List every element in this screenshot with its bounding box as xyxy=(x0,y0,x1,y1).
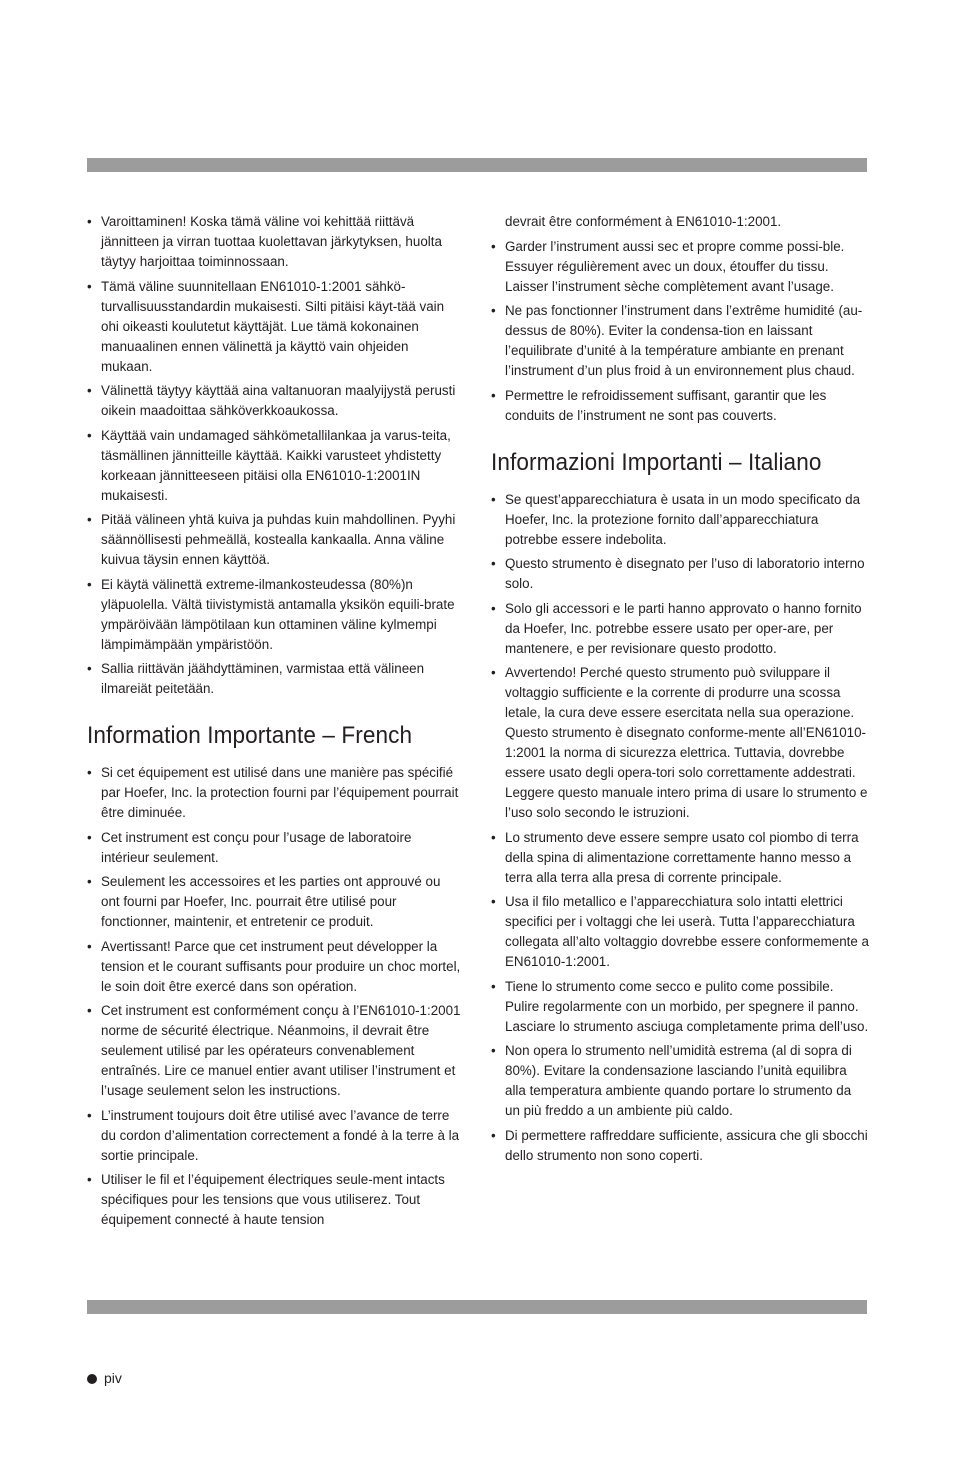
bullet-icon: • xyxy=(491,600,496,616)
list-item xyxy=(87,575,461,655)
list-item xyxy=(87,381,461,421)
finnish-safety-list xyxy=(87,212,461,699)
list-item xyxy=(87,828,461,868)
list-item-text: Non opera lo strumento nell’umidità estrema (al di sopra di 80%). Evitare la condensazione lasciando l’unità equilibra alla temperatura ambiente quando portare lo strumento da un più freddo a un ambiente più caldo. xyxy=(505,1043,852,1118)
bullet-icon: • xyxy=(87,512,92,527)
bullet-icon: • xyxy=(87,1003,92,1018)
list-item-text: Välinettä täytyy käyttää aina valtanuoran maalyijystä perusti oikein maadoittaa sähköverkkoaukossa. xyxy=(101,383,456,418)
list-item xyxy=(491,301,869,381)
bullet-icon: • xyxy=(491,978,496,994)
list-item xyxy=(491,490,869,550)
list-item xyxy=(87,937,461,997)
bullet-icon: • xyxy=(87,829,92,845)
list-item-text: Tämä väline suunnitellaan EN61010-1:2001 sähkö-turvallisuusstandardin mukaisesti. Silti pitäisi käyt-tää vain ohi oikeasti koulutetut käyttäjät. Lue tämä kokonainen manuaalinen ennen välinettä ja käyttö vain ohjeiden mukaan. xyxy=(101,278,445,374)
bullet-icon: • xyxy=(87,576,92,592)
bullet-icon: • xyxy=(87,661,92,676)
list-item-text: Seulement les accessoires et les parties ont approuvé ou ont fourni par Hoefer, Inc. pourrait être utilisé pour fonctionner, maintenir, et entretenir ce produit. xyxy=(101,874,441,929)
italian-safety-list xyxy=(491,490,869,1166)
list-item-text: Garder l’instrument aussi sec et propre comme possi-ble. Essuyer régulièrement avec un doux, étouffer du tissu. Laisser l’instrument sèche complètement avant l’usage. xyxy=(505,238,845,294)
bullet-icon: • xyxy=(491,665,496,680)
french-safety-list-continued xyxy=(491,237,869,426)
right-column xyxy=(491,212,869,1170)
list-item xyxy=(491,386,869,426)
bullet-icon: • xyxy=(87,765,92,780)
footer-rule xyxy=(87,1300,867,1314)
bullet-icon: • xyxy=(87,1107,92,1123)
bullet-icon: • xyxy=(491,556,496,571)
list-item xyxy=(491,977,869,1037)
left-column xyxy=(87,212,461,1235)
list-item-text: Se quest’apparecchiatura è usata in un modo specificato da Hoefer, Inc. la protezione fornito dall’apparecchiatura potrebbe essere indebolita. xyxy=(505,491,861,547)
list-item-text: Pitää välineen yhtä kuiva ja puhdas kuin mahdollinen. Pyyhi säännöllisesti pehmeällä, kostealla kankaalla. Anna väline kuivua täysin ennen käyttöä. xyxy=(101,512,456,567)
list-item-text: Solo gli accessori e le parti hanno approvato o hanno fornito da Hoefer, Inc. potrebbe essere usato per oper-are, per mantenere, e per revisionare questo prodotto. xyxy=(505,600,862,656)
list-item-text: Si cet équipement est utilisé dans une manière pas spécifié par Hoefer, Inc. la protection fourni par l’équipement pourrait être diminuée. xyxy=(101,765,459,820)
bullet-icon: • xyxy=(87,214,92,229)
list-item-text: L’instrument toujours doit être utilisé avec l’avance de terre du cordon d’alimentation correctement a fondé à la terre à la sortie principale. xyxy=(101,1107,460,1163)
list-item xyxy=(491,554,869,594)
list-item xyxy=(491,828,869,888)
italian-heading: Informazioni Importanti – Italiano xyxy=(491,448,822,476)
list-item-text: Cet instrument est conformément conçu à l’EN61010-1:2001 norme de sécurité électrique. Néanmoins, il devrait être seulement utilisé par les opérateurs convenablement entraînés. Lire ce manuel entier avant utiliser l’instrument et l’usage seulement selon les instructions. xyxy=(101,1003,461,1098)
list-item xyxy=(87,1001,461,1101)
list-item xyxy=(87,1106,461,1166)
page-footer xyxy=(87,1368,122,1388)
list-item xyxy=(87,763,461,823)
list-item-text: Avertissant! Parce que cet instrument peut développer la tension et le courant suffisants pour produire un choc mortel, le soin doit être exercé dans son opération. xyxy=(101,938,461,994)
bullet-icon: • xyxy=(87,278,92,294)
bullet-icon: • xyxy=(491,829,496,845)
list-item-text: Questo strumento è disegnato per l’uso di laboratorio interno solo. xyxy=(505,556,865,591)
list-item xyxy=(87,872,461,932)
french-heading: Information Importante – French xyxy=(87,722,413,749)
list-item-text: Ei käytä välinettä extreme-ilmankosteudessa (80%)n yläpuolella. Vältä tiivistymistä antamalla yksikön equili-brate ympäröivään lämpötilaan kun ottaminen väline kylmempi lämpimämpään ympäristöön. xyxy=(101,576,455,652)
bullet-icon: • xyxy=(491,491,496,507)
bullet-icon: • xyxy=(491,1127,496,1143)
page-number: piv xyxy=(104,1370,122,1386)
list-item-text: Ne pas fonctionner l’instrument dans l’extrême humidité (au-dessus de 80%). Eviter la condensa-tion en laissant l’equilibrate d’unité à la température ambiante en prenant l’instrument d’un plus froid à un environnement plus chaud. xyxy=(505,303,863,378)
list-item xyxy=(491,599,869,659)
bullet-icon: • xyxy=(87,938,92,954)
list-item xyxy=(491,237,869,297)
list-item xyxy=(87,1170,461,1230)
list-item-text: Usa il filo metallico e l’apparecchiatura solo intatti elettrici specifici per i voltaggi che lei userà. Tutta l’apparecchiatura collegata all’alto voltaggio dovrebbe essere conformemente a EN61010-1:2001. xyxy=(505,894,869,969)
list-item-text: Di permettere raffreddare sufficiente, assicura che gli sbocchi dello strumento non sono coperti. xyxy=(505,1127,868,1163)
header-rule xyxy=(87,158,867,172)
list-item-text: Lo strumento deve essere sempre usato col piombo di terra della spina di alimentazione correttamente hanno messo a terra alla terra alla presa di corrente principale. xyxy=(505,829,859,885)
bullet-icon: • xyxy=(491,238,496,254)
list-item xyxy=(491,663,869,823)
list-item xyxy=(87,659,461,699)
bullet-icon: • xyxy=(491,1043,496,1058)
list-item-text: Permettre le refroidissement suffisant, garantir que les conduits de l’instrument ne sont pas couverts. xyxy=(505,387,827,423)
list-item xyxy=(491,1126,869,1166)
list-item xyxy=(491,1041,869,1121)
list-item-text: Käyttää vain undamaged sähkömetallilankaa ja varus-teita, täsmällinen jännitteille käyttää. Kaikki varusteet yhdistetty korkeaan jännitteeseen pitäisi olla EN61010-1:2001IN mukaisesti. xyxy=(101,427,451,503)
list-item-text: Sallia riittävän jäähdyttäminen, varmistaa että välineen ilmareiät peitetään. xyxy=(101,661,425,696)
footer-bullet-icon xyxy=(87,1374,97,1384)
list-item xyxy=(87,212,461,272)
list-item xyxy=(87,277,461,377)
bullet-icon: • xyxy=(491,387,496,403)
bullet-icon: • xyxy=(87,1172,92,1187)
list-item-continuation: devrait être conformément à EN61010-1:2001. xyxy=(505,214,782,229)
french-continued-list xyxy=(491,212,869,232)
list-item-text: Varoittaminen! Koska tämä väline voi kehittää riittävä jännitteen ja virran tuottaa kuolettavan järkytyksen, huolta täytyy harjoittaa toiminnossaan. xyxy=(101,214,442,269)
bullet-icon: • xyxy=(87,427,92,443)
bullet-icon: • xyxy=(491,894,496,909)
list-item-text: Avvertendo! Perché questo strumento può sviluppare il voltaggio sufficiente e la corrente di produrre una scossa letale, la cura deve essere esercitata nella sua operazione. Questo strumento è disegnato conforme-mente all’EN61010-1:2001 la norma di sicurezza elettrica. Tuttavia, dovrebbe essere usato degli opera-tori solo correttamente addestrati. Leggere questo manuale intero prima di usare lo strumento e l’uso solo secondo le istruzioni. xyxy=(505,665,868,820)
french-safety-list xyxy=(87,763,461,1230)
list-item-text: Cet instrument est conçu pour l’usage de laboratoire intérieur seulement. xyxy=(101,829,412,865)
list-item xyxy=(491,892,869,972)
bullet-icon: • xyxy=(87,874,92,889)
list-item-text: Tiene lo strumento come secco e pulito come possibile. Pulire regolarmente con un morbido, per spegnere il panno. Lasciare lo strumento asciuga completamente prima dell’uso. xyxy=(505,978,869,1034)
bullet-icon: • xyxy=(491,303,496,318)
bullet-icon: • xyxy=(87,383,92,398)
list-item xyxy=(87,426,461,506)
list-item-text: Utiliser le fil et l’équipement électriques seule-ment intacts spécifiques pour les tensions que vous utiliserez. Tout équipement connecté à haute tension xyxy=(101,1172,445,1227)
list-item xyxy=(87,510,461,570)
